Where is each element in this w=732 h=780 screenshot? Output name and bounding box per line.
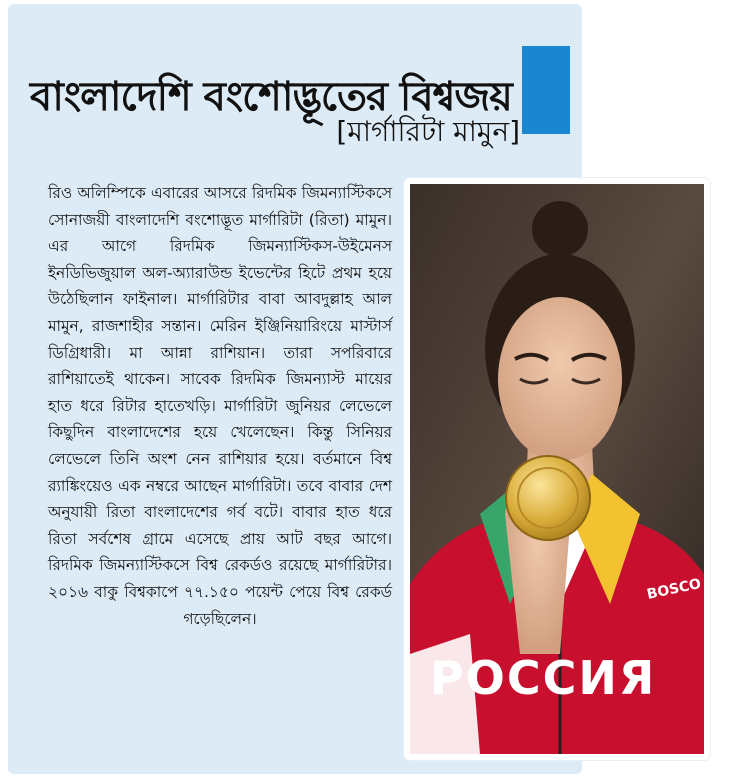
athlete-photo: [410, 184, 704, 754]
accent-bar: [522, 46, 570, 134]
article-title: বাংলাদেশি বংশোদ্ভূতের বিশ্বজয়: [30, 73, 512, 120]
article-body: রিও অলিম্পিকে এবারের আসরে রিদমিক জিমন্যাস্টিকসে সোনাজয়ী বাংলাদেশি বংশোদ্ভূত মার্গারিটা (রিতা) মামুন। এর আগে রিদমিক জিমন্যাস্টিকস-উইমেনস ইনডিভিজুয়াল অল-অ্যারাউন্ড ইভেন্টের হিটে প্রথম হয়ে উঠেছিলান ফাইনাল। মার্গারিটার বাবা আবদুল্লাহ আল মামুন, রাজশাহীর সন্তান। মেরিন ইঞ্জিনিয়ারিংয়ে মাস্টার্স ডিগ্রিধারী। মা আন্না রাশিয়ান। তারা সপরিবারে রাশিয়াতেই থাকেন। সাবেক রিদমিক জিমন্যাস্ট মায়ের হাত ধরে রিটার হাতেখড়ি। মার্গারিটা জুনিয়র লেভেলে কিছুদিন বাংলাদেশের হয়ে খেলেছেন। কিন্তু সিনিয়র লেভেলে তিনি অংশ নেন রাশিয়ার হয়ে। বর্তমানে বিশ্ব র‍্যাঙ্কিংয়েও এক নম্বরে আছেন মার্গারিটা। তবে বাবার দেশ অনুযায়ী রিতা বাংলাদেশের গর্ব বটে। বাবার হাত ধরে রিতা সর্বশেষ গ্রামে এসেছে প্রায় আট বছর আগে। রিদমিক জিমন্যাস্টিকসে বিশ্ব রেকর্ডও রয়েছে মার্গারিটার। ২০১৬ বাকু বিশ্বকাপে ৭৭.১৫০ পয়েন্ট পেয়ে বিশ্ব রেকর্ড গড়েছিলেন।: [48, 184, 392, 628]
jacket-lettering: РОССИЯ: [430, 651, 657, 705]
article-byline: [মার্গারিটা মামুন]: [336, 115, 520, 148]
jacket-brand: BOSCO: [645, 575, 703, 603]
face: [498, 297, 622, 461]
